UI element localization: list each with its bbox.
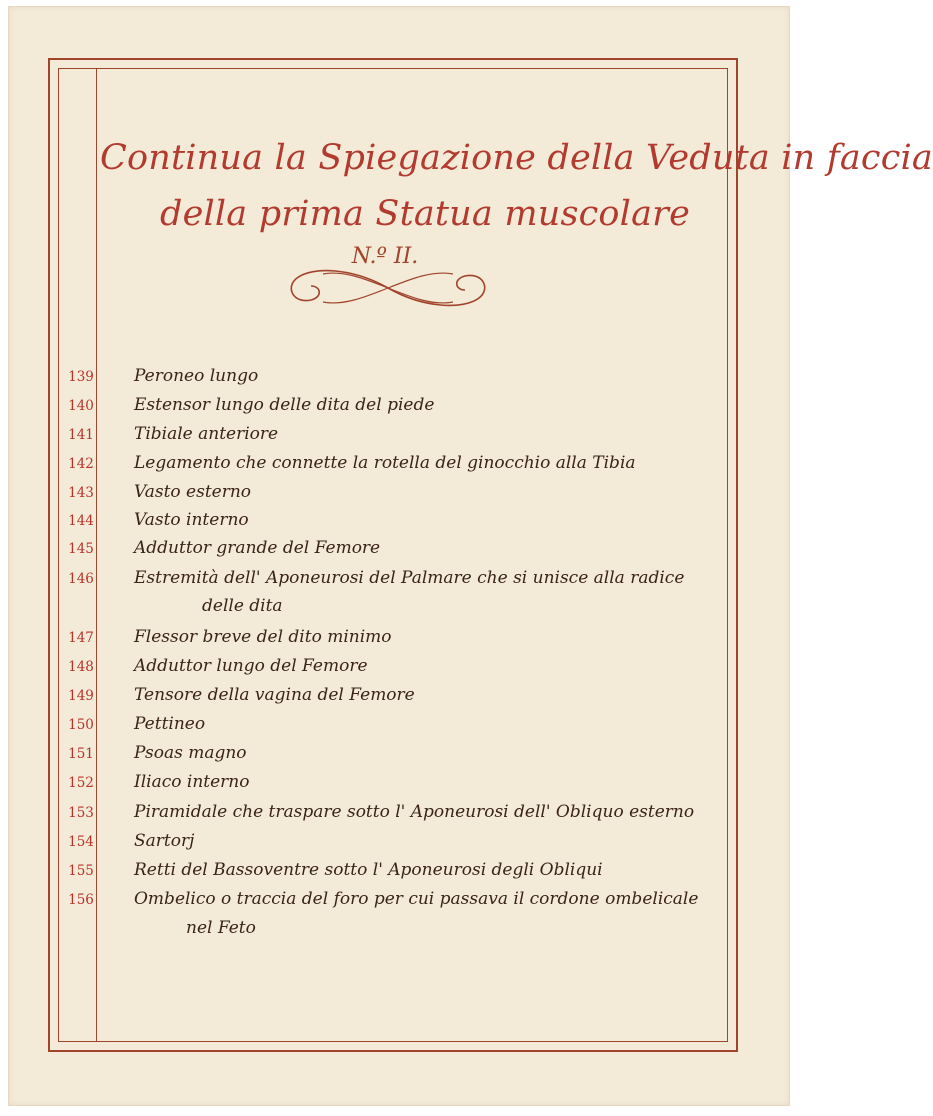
entry-number: 148: [68, 659, 94, 675]
entry-text: Piramidale che traspare sotto l' Aponeurosi dell' Obliquo esterno: [134, 802, 695, 822]
entry-text: Vasto esterno: [134, 482, 252, 502]
entry-text: Pettineo: [134, 714, 206, 734]
entry-number: 145: [68, 541, 94, 557]
entry-number: 143: [68, 485, 94, 501]
entry-number: 146: [68, 571, 94, 587]
entry-number: 152: [68, 775, 94, 791]
page-title-line-1: Continua la Spiegazione della Veduta in faccia: [100, 138, 933, 178]
entry-text: Ombelico o traccia del foro per cui passava il cordone ombelicale: [134, 889, 699, 909]
entry-number: 139: [68, 369, 94, 385]
entry-number: 142: [68, 456, 94, 472]
entry-text: Tensore della vagina del Femore: [134, 685, 415, 705]
entry-text: Psoas magno: [134, 743, 247, 763]
entry-text: Adduttor lungo del Femore: [134, 656, 368, 676]
page-title-line-2: della prima Statua muscolare: [160, 194, 690, 234]
entry-number: 151: [68, 746, 94, 762]
entry-number: 156: [68, 892, 94, 908]
entry-text: Sartorj: [134, 831, 195, 851]
entry-number: 150: [68, 717, 94, 733]
entry-text: Iliaco interno: [134, 772, 250, 792]
plate-number: N.º II.: [351, 244, 419, 269]
entry-number: 144: [68, 513, 94, 529]
entry-text: Flessor breve del dito minimo: [134, 627, 392, 647]
entry-number: 147: [68, 630, 94, 646]
entry-number: 141: [68, 427, 94, 443]
entry-text: Legamento che connette la rotella del ginocchio alla Tibia: [134, 453, 636, 473]
entry-text: Estensor lungo delle dita del piede: [134, 395, 435, 415]
entry-number: 155: [68, 863, 94, 879]
entry-number: 153: [68, 805, 94, 821]
entry-number: 149: [68, 688, 94, 704]
entry-number: 154: [68, 834, 94, 850]
entry-text: Peroneo lungo: [134, 366, 259, 386]
entry-text-continuation: nel Feto: [186, 918, 256, 938]
entry-text-continuation: delle dita: [202, 596, 283, 616]
entry-number: 140: [68, 398, 94, 414]
entry-text: Vasto interno: [134, 510, 249, 530]
entry-text: Retti del Bassoventre sotto l' Aponeurosi degli Obliqui: [134, 860, 603, 880]
entry-text: Estremità dell' Aponeurosi del Palmare che si unisce alla radice: [134, 568, 685, 588]
entry-text: Tibiale anteriore: [134, 424, 279, 444]
entry-text: Adduttor grande del Femore: [134, 538, 381, 558]
